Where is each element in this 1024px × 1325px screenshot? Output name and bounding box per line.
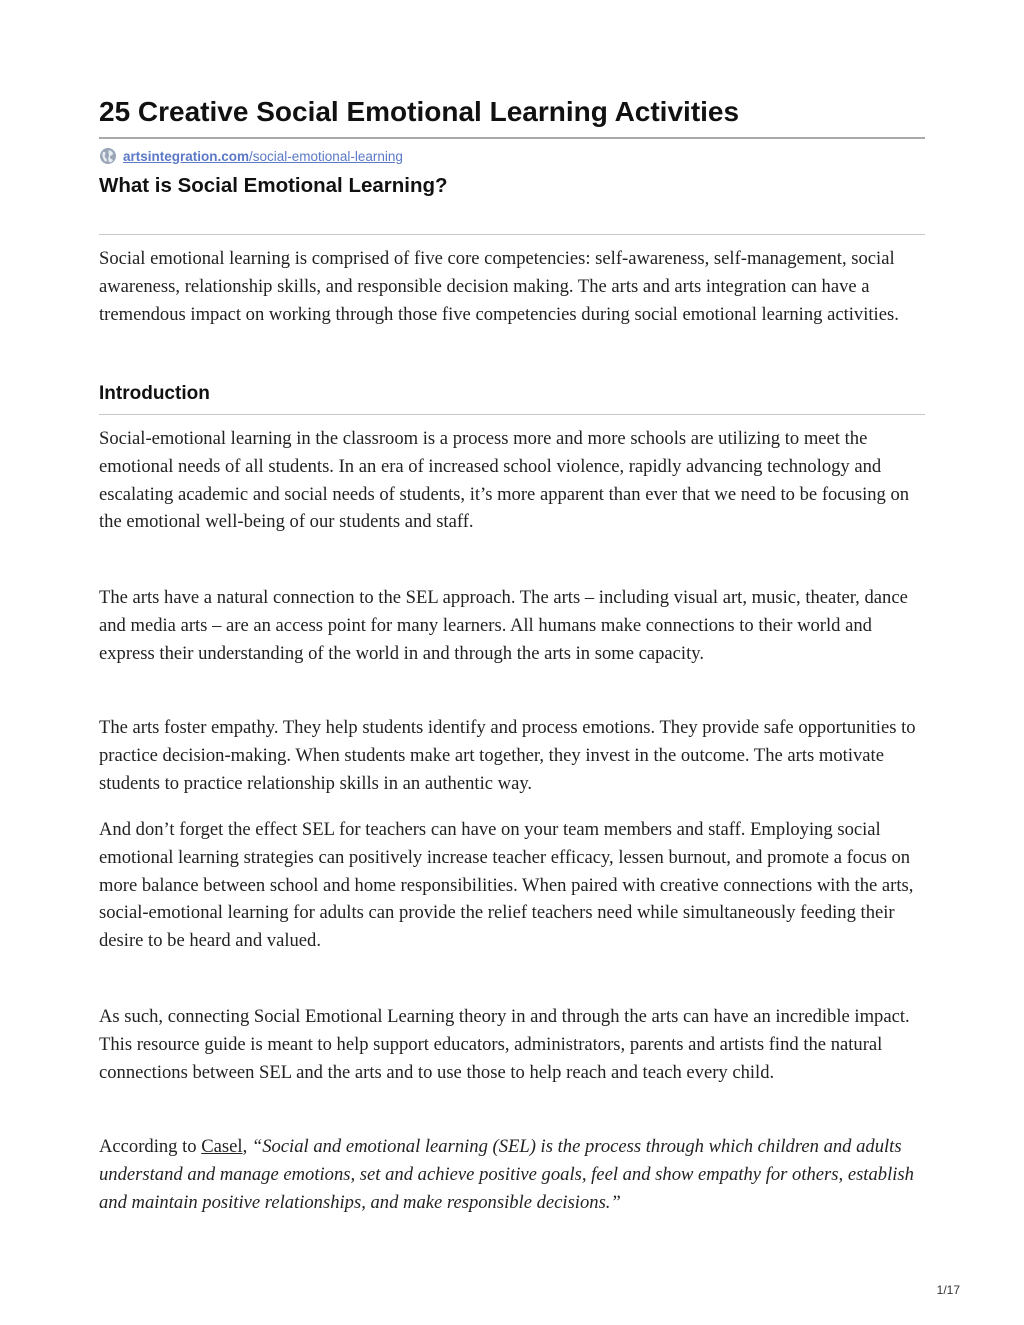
section-heading-what-is-sel: What is Social Emotional Learning? [99,174,448,197]
paragraph-intro-2: The arts have a natural connection to the SEL approach. The arts – including visual art, music, theater, dance and media arts – are an access point for many learners. All humans make connections to their world and express their understanding of the world in and through the arts in some capacity. [99,587,908,664]
quote-text: “Social and emotional learning (SEL) is the process through which children and adults understand and manage emotions, set and achieve positive goals, feel and show empathy for others, establish and maintain positive relationships, and make responsible decisions.” [99,1136,914,1213]
section-heading-introduction: Introduction [99,383,210,404]
globe-icon [99,147,117,165]
paragraph-intro-5: As such, connecting Social Emotional Learning theory in and through the arts can have an incredible impact. This resource guide is meant to help support educators, administrators, parents and artists find the natural connections between SEL and the arts and to use those to help reach and teach every child. [99,1006,910,1083]
paragraph-intro-4: And don’t forget the effect SEL for teachers can have on your team members and staff. Employing social emotional learning strategies can positively increase teacher efficacy, lessen burnout, and promote a focus on more balance between school and home responsibilities. When paired with creative connections with the arts, social-emotional learning for adults can provide the relief teachers need while simultaneously feeding their desire to be heard and valued. [99,819,914,952]
source-url[interactable] [99,146,403,166]
page-title: 25 Creative Social Emotional Learning Activities [99,96,740,127]
source-domain-link[interactable]: artsintegration.com [123,148,250,164]
quote-prefix: According to [99,1136,202,1157]
quote-separator: , [242,1136,252,1157]
section-divider [99,234,925,235]
paragraph-casel-quote [99,1133,925,1216]
source-path-link[interactable]: /social-emotional-learning [249,148,403,164]
title-divider [99,137,925,139]
casel-link[interactable]: Casel [201,1136,243,1157]
paragraph-intro-1: Social-emotional learning in the classroom is a process more and more schools are utilizing to meet the emotional needs of all students. In an era of increased school violence, rapidly advancing technology and escalating academic and social needs of students, it’s more apparent than ever that we need to be focusing on the emotional well-being of our students and staff. [99,428,910,533]
paragraph-what-is-sel: Social emotional learning is comprised of five core competencies: self-awareness, self-management, social awareness, relationship skills, and responsible decision making. The arts and arts integration can have a tremendous impact on working through those five competencies during social emotional learning activities. [99,248,899,325]
page-number: 1/17 [936,1283,960,1297]
paragraph-intro-3: The arts foster empathy. They help students identify and process emotions. They provide safe opportunities to practice decision-making. When students make art together, they invest in the outcome. The arts motivate students to practice relationship skills in an authentic way. [99,717,916,794]
section-divider [99,414,925,415]
